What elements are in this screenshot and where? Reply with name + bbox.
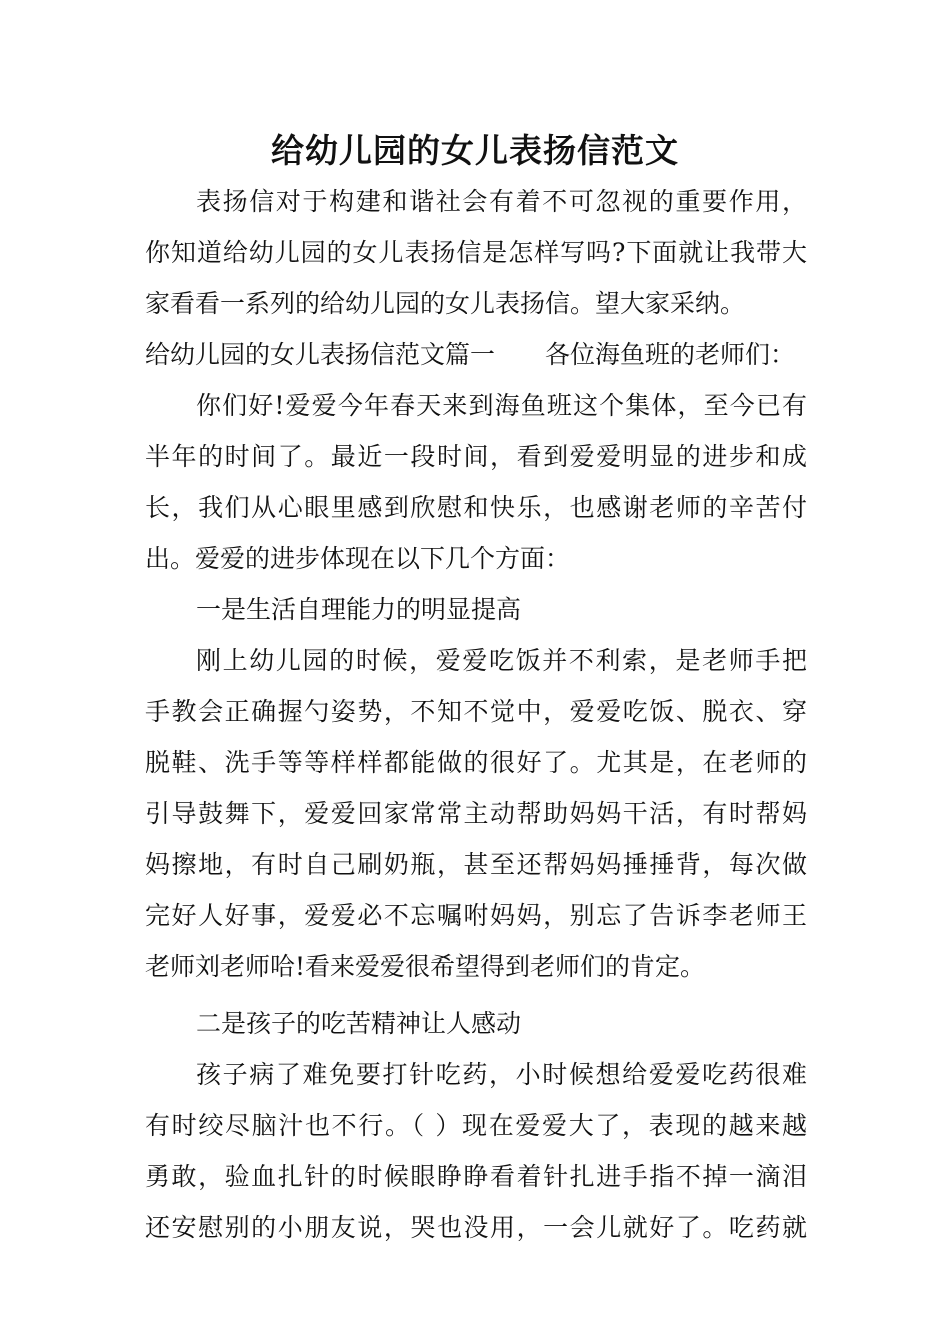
paragraph-line: 完好人好事，爱爱必不忘嘱咐妈妈，别忘了告诉李老师王	[145, 901, 807, 930]
paragraph-line: 脱鞋、洗手等等样样都能做的很好了。尤其是，在老师的	[145, 748, 807, 777]
paragraph-line: 老师刘老师哈!看来爱爱很希望得到老师们的肯定。	[145, 952, 706, 981]
section-heading: 一是生活自理能力的明显提高	[196, 595, 522, 624]
paragraph-line: 手教会正确握勺姿势，不知不觉中，爱爱吃饭、脱衣、穿	[145, 697, 807, 726]
intro-line: 表扬信对于构建和谐社会有着不可忽视的重要作用，	[196, 187, 807, 216]
paragraph-line: 还安慰别的小朋友说，哭也没用，一会儿就好了。吃药就	[145, 1213, 807, 1242]
intro-line: 你知道给幼儿园的女儿表扬信是怎样写吗?下面就让我带大	[145, 238, 807, 267]
document-title: 给幼儿园的女儿表扬信范文	[271, 131, 679, 170]
paragraph-line: 勇敢，验血扎针的时候眼睁睁看着针扎进手指不掉一滴泪	[145, 1162, 807, 1191]
paragraph-line: 刚上幼儿园的时候，爱爱吃饭并不利索，是老师手把	[196, 646, 807, 675]
section-heading: 二是孩子的吃苦精神让人感动	[196, 1009, 522, 1038]
paragraph-line: 有时绞尽脑汁也不行。（ ）现在爱爱大了，表现的越来越	[145, 1111, 807, 1140]
paragraph-line: 出。爱爱的进步体现在以下几个方面：	[145, 544, 571, 573]
section-label: 给幼儿园的女儿表扬信范文篇一	[145, 340, 496, 369]
paragraph-line: 你们好!爱爱今年春天来到海鱼班这个集体，至今已有	[196, 391, 807, 420]
paragraph-line: 半年的时间了。最近一段时间，看到爱爱明显的进步和成	[145, 442, 807, 471]
paragraph-line: 长，我们从心眼里感到欣慰和快乐，也感谢老师的辛苦付	[145, 493, 807, 522]
intro-line: 家看看一系列的给幼儿园的女儿表扬信。望大家采纳。	[145, 289, 746, 318]
section-header-line	[145, 329, 807, 380]
paragraph-line: 引导鼓舞下，爱爱回家常常主动帮助妈妈干活，有时帮妈	[145, 799, 807, 828]
salutation: 各位海鱼班的老师们：	[545, 340, 796, 369]
document-body	[145, 176, 807, 1253]
paragraph-line: 妈擦地，有时自己刷奶瓶，甚至还帮妈妈捶捶背，每次做	[145, 850, 807, 879]
paragraph-line: 孩子病了难免要打针吃药，小时候想给爱爱吃药很难	[196, 1060, 807, 1089]
